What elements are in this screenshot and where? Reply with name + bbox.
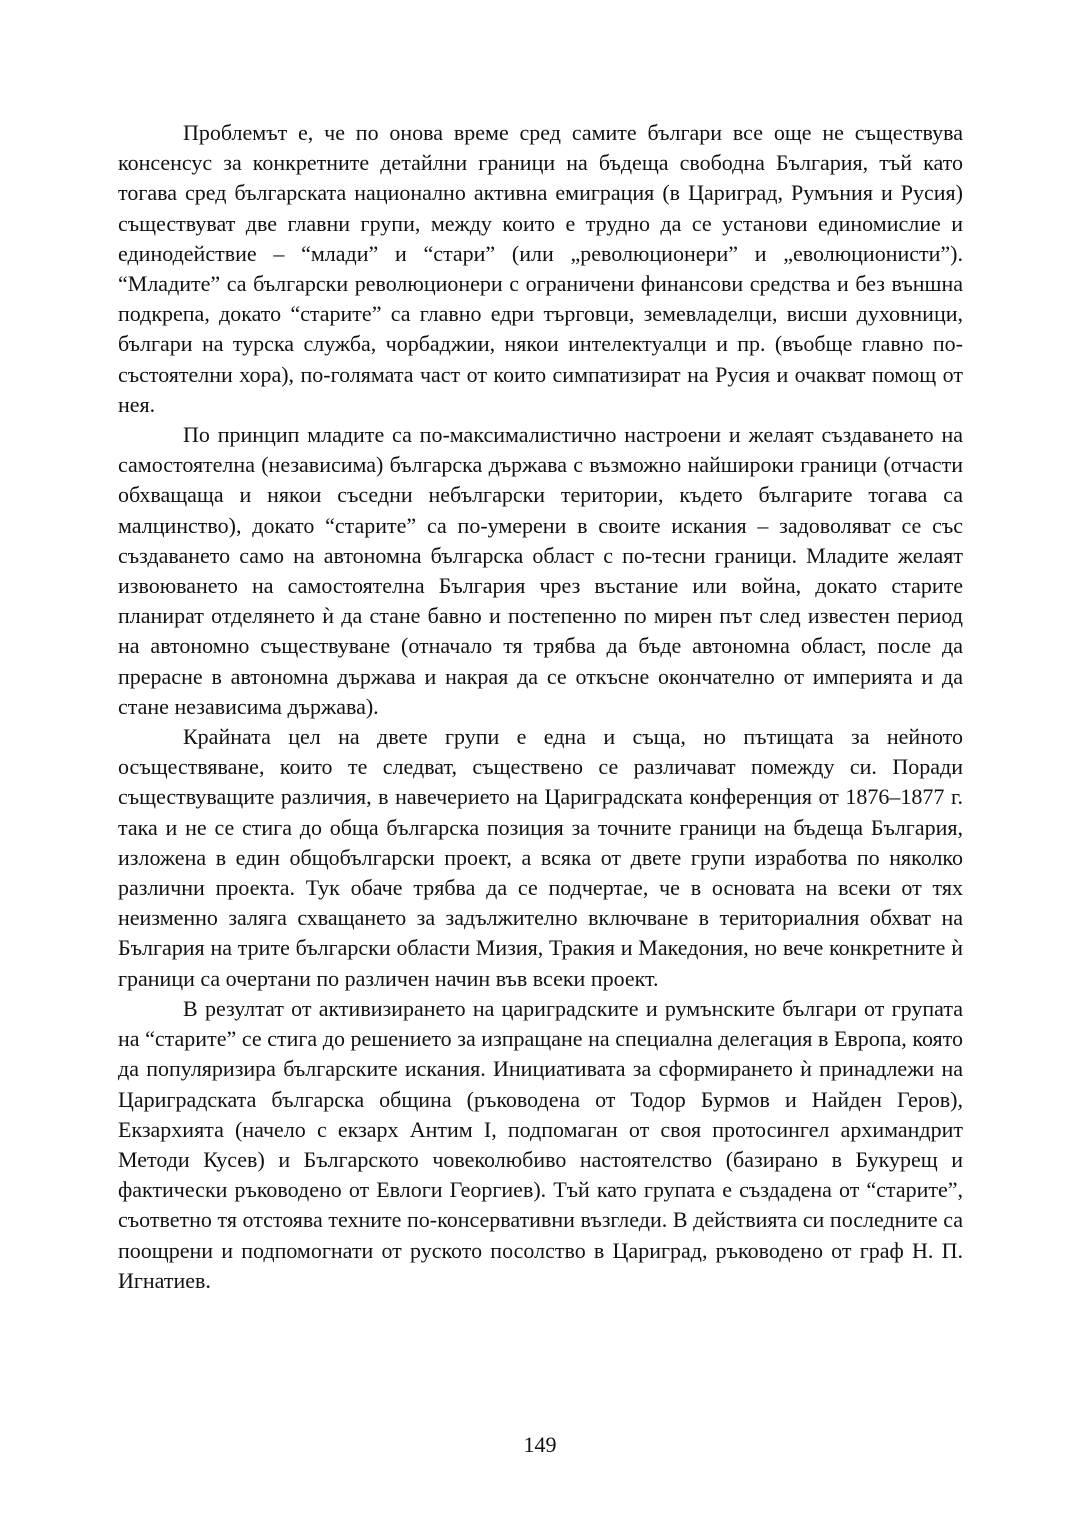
page-number: 149 xyxy=(523,1432,557,1457)
paragraph-4: В резултат от активизирането на цариградските и румънските българи от групата на “старите” се стига до решението за изпращане на специална делегация в Европа, която да популяризира българските искания. Инициативата за сформирането ѝ принадлежи на Цариградската българска община (ръководена от Тодор Бурмов и Найден Геров), Екзархията (начело с екзарх Антим I, подпомаган от своя протосингел архимандрит Методи Кусев) и Българското човеколюбиво настоятелство (базирано в Букурещ и фактически ръководено от Евлоги Георгиев). Тъй като групата е създадена от “старите”, съответно тя отстоява техните по-консервативни възгледи. В действията си последните са поощрени и подпомогнати от руското посолство в Цариград, ръководено от граф Н. П. Игнатиев. xyxy=(118,995,963,1293)
page-body xyxy=(118,118,963,1296)
paragraph-3: Крайната цел на двете групи е една и съща, но пътищата за нейното осъществяване, които те следват, съществено се различават помежду си. Поради съществуващите различия, в навечерието на Цариградската конференция от 1876–1877 г. така и не се стига до обща българска позиция за точните граници на бъдеща България, изложена в един общобългарски проект, а всяка от двете групи изработва по няколко различни проекта. Тук обаче трябва да се подчертае, че в основата на всеки от тях неизменно заляга схващането за задължително включване в териториалния обхват на България на трите български области Мизия, Тракия и Македония, но вече конкретните ѝ граници са очертани по различен начин във всеки проект. xyxy=(118,724,963,991)
paragraph-2: По принцип младите са по-максималистично настроени и желаят създаването на самостоятелна (независима) българска държава с възможно найшироки граници (отчасти обхващаща и някои съседни небългарски територии, където българите тогава са малцинство), докато “старите” са по-умерени в своите искания – задоволяват се със създаването само на автономна българска област с по-тесни граници. Младите желаят извоюването на самостоятелна България чрез въстание или война, докато старите планират отделянето ѝ да стане бавно и постепенно по мирен път след известен период на автономно съществуване (отначало тя трябва да бъде автономна област, после да прерасне в автономна държава и накрая да се откъсне окончателно от империята и да стане независима държава). xyxy=(118,422,963,719)
paragraph-1: Проблемът е, че по онова време сред самите българи все още не съществува консенсус за конкретните детайлни граници на бъдеща свободна България, тъй като тогава сред българската национално активна емиграция (в Цариград, Румъния и Русия) съществуват две главни групи, между които е трудно да се установи единомислие и единодействие – “млади” и “стари” (или „революционери” и „еволюционисти”). “Младите” са български революционери с ограничени финансови средства и без външна подкрепа, докато “старите” са главно едри търговци, земевладелци, висши духовници, българи на турска служба, чорбаджии, някои интелектуалци и пр. (въобще главно по-състоятелни хора), по-голямата част от които симпатизират на Русия и очакват помощ от нея. xyxy=(118,120,963,417)
